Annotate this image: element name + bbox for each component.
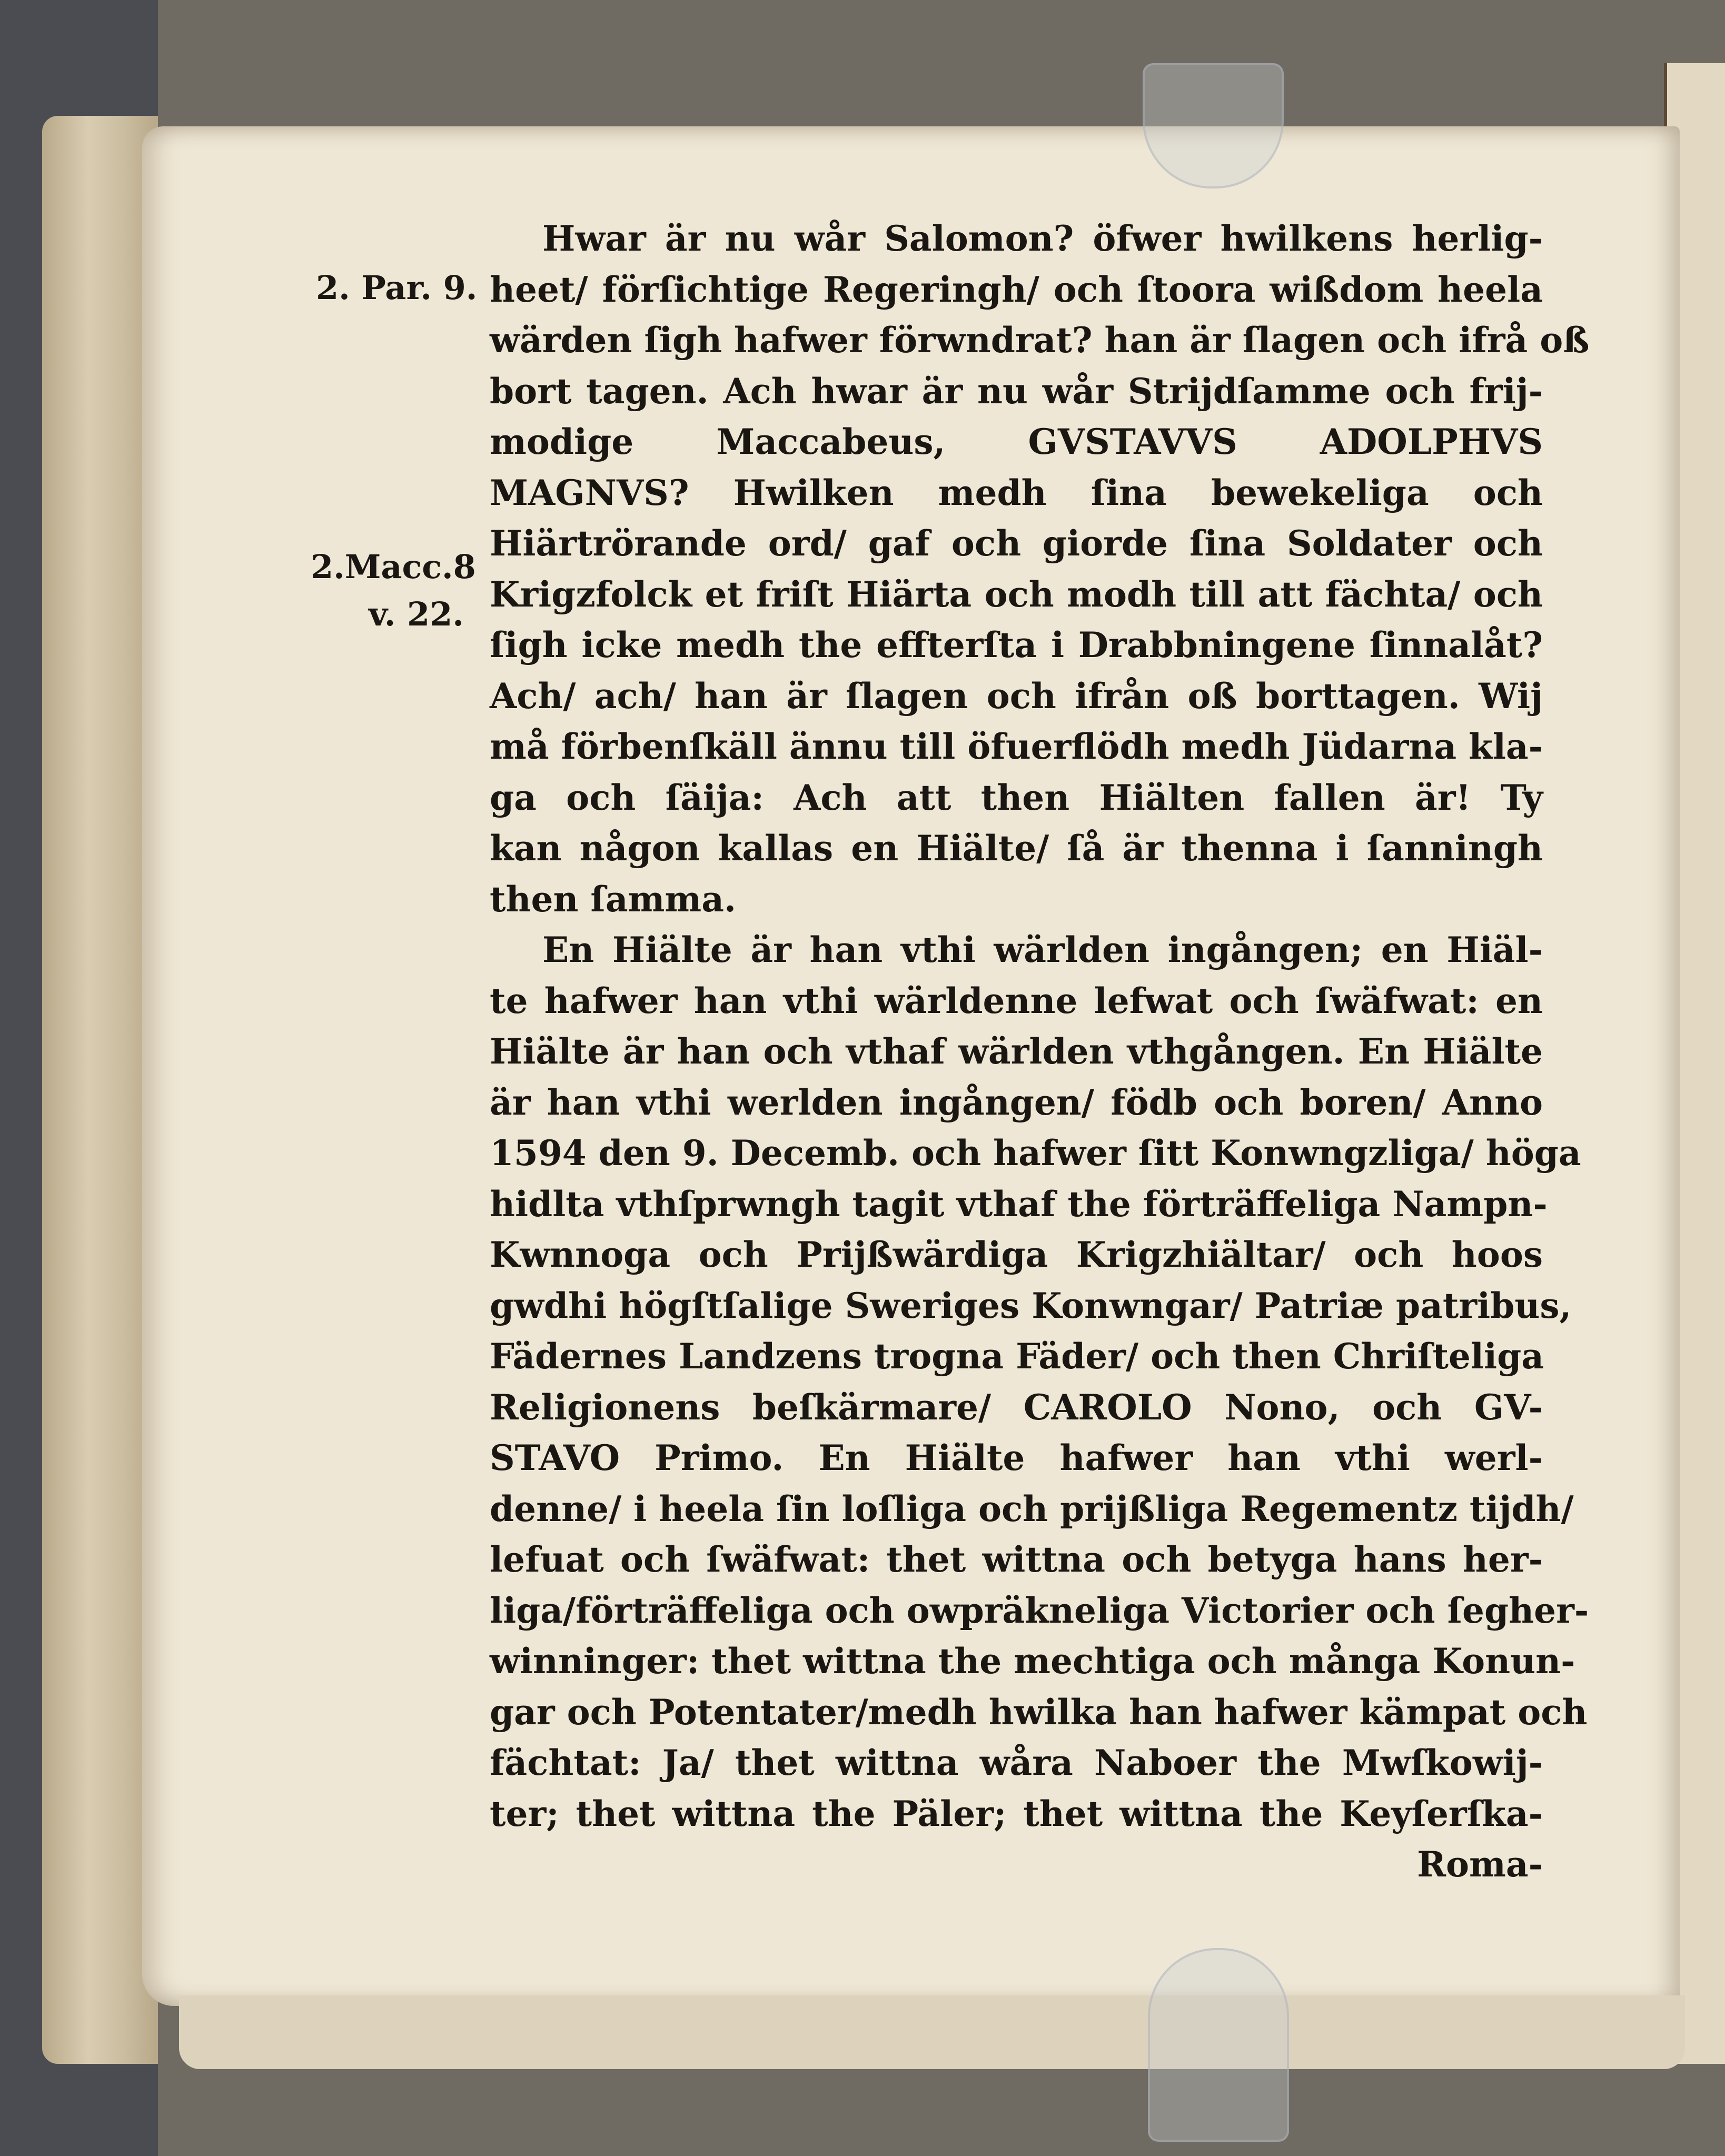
text-line: denne/ i heela ſin loſliga och prijßliga Regementz tijdh/ — [490, 1488, 1574, 1529]
text-line: then ſamma. — [490, 878, 736, 920]
text-line: Fädernes Landzens trogna Fäder/ och then Chriſteliga — [490, 1336, 1544, 1377]
text-line: STAVO Primo. En Hiälte hafwer han vthi werl- — [490, 1437, 1543, 1478]
text-line: Krigzfolck et friſt Hiärta och modh till att fächta/ och — [490, 573, 1543, 615]
text-line: Hiälte är han och vthaf wärlden vthgången. En Hiälte — [490, 1031, 1543, 1072]
text-line: må förbenſkäll ännu till öfuerflödh medh Jüdarna kla- — [490, 726, 1543, 767]
text-line: winninger: thet wittna the mechtiga och många Konun- — [490, 1641, 1575, 1682]
text-line: Ach/ ach/ han är ſlagen och ifrån oß borttagen. Wij — [490, 675, 1543, 717]
main-text-block — [490, 213, 1590, 1890]
text-line: te hafwer han vthi wärldenne lefwat och ſwäfwat: en — [490, 980, 1543, 1021]
margin-note-verse: v. 22. — [369, 595, 464, 633]
text-line: Religionens beſkärmare/ CAROLO Nono, och GV- — [490, 1386, 1543, 1428]
page-holder-clip-bottom — [1148, 1948, 1289, 2142]
text-line: wärden ſigh hafwer förwndrat? han är ſlagen och ifrå oß — [490, 320, 1590, 361]
text-line: liga/förträffeliga och owpräkneliga Victorier och ſegher- — [490, 1589, 1589, 1631]
text-line: är han vthi werlden ingången/ födb och boren/ Anno — [490, 1081, 1543, 1123]
text-line: Hwar är nu wår Salomon? öfwer hwilkens herlig- — [542, 218, 1543, 259]
margin-note-par: 2. Par. 9. — [316, 269, 478, 307]
text-line: Kwnnoga och Prijßwärdiga Krigzhiältar/ och hoos — [490, 1234, 1543, 1275]
text-line: hidlta vthſprwngh tagit vthaf the förträffeliga Nampn- — [490, 1183, 1548, 1225]
page-stack-edge — [42, 116, 158, 2064]
text-line: kan någon kallas en Hiälte/ ſå är thenna i ſanningh — [490, 828, 1543, 869]
text-line: bort tagen. Ach hwar är nu wår Strijdſamme och frij- — [490, 370, 1543, 412]
text-line: ter; thet wittna the Päler; thet wittna the Keyſerſka- — [490, 1793, 1543, 1834]
text-line: gar och Potentater/medh hwilka han hafwer kämpat och — [490, 1691, 1588, 1733]
text-line: ſigh icke medh the effterſta i Drabbningene ſinnalåt? — [490, 624, 1543, 665]
text-line: Hiärtrörande ord/ gaf och giorde ſina Soldater och — [490, 523, 1543, 564]
text-line: lefuat och ſwäfwat: thet wittna och betyga hans her- — [490, 1539, 1543, 1580]
text-line: ga och ſäija: Ach att then Hiälten fallen är! Ty — [490, 777, 1543, 818]
margin-note-macc: 2.Macc.8 — [311, 548, 476, 586]
page-bottom-edge — [179, 1995, 1685, 2069]
text-line: fächtat: Ja/ thet wittna wåra Naboer the Mwſkowij- — [490, 1742, 1543, 1783]
catchword: Roma- — [1417, 1844, 1543, 1885]
text-line: modige Maccabeus, GVSTAVVS ADOLPHVS — [490, 421, 1543, 462]
text-line: En Hiälte är han vthi wärlden ingången; en Hiäl- — [542, 929, 1543, 970]
text-line: MAGNVS? Hwilken medh ſina bewekeliga och — [490, 472, 1543, 513]
text-line: 1594 den 9. Decemb. och hafwer ſitt Konwngzliga/ höga — [490, 1132, 1581, 1174]
text-line: heet/ förſichtige Regeringh/ och ſtoora wißdom heela — [490, 269, 1543, 310]
text-line: gwdhi högſtſalige Sweriges Konwngar/ Patriæ patribus, — [490, 1285, 1572, 1326]
